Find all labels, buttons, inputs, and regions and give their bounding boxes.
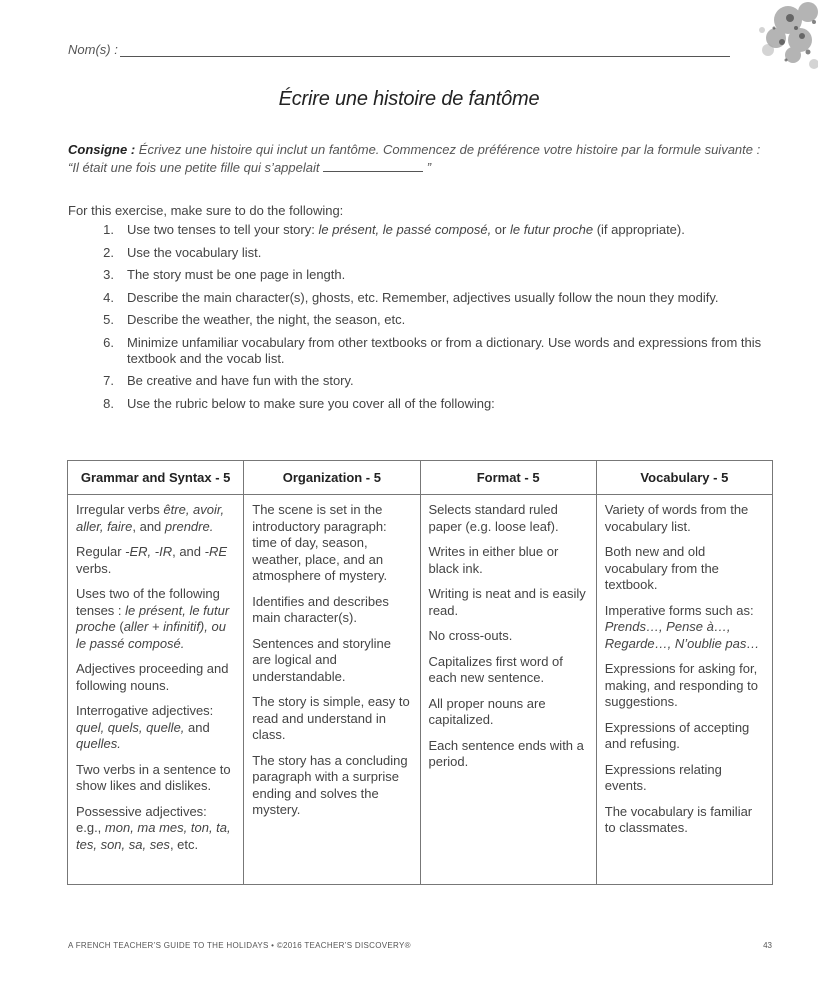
rubric-criterion: Each sentence ends with a period. <box>428 737 584 769</box>
rubric-criterion: Uses two of the following tenses : le présent, le futur proche (aller + infinitif), ou le passé composé. <box>76 586 230 651</box>
requirement-number: 1. <box>103 222 114 237</box>
rubric-criterion: Writes in either blue or black ink. <box>428 544 559 576</box>
rubric-criterion: Irregular verbs être, avoir, aller, faire, and prendre. <box>76 502 225 534</box>
footer-text: A FRENCH TEACHER’S GUIDE TO THE HOLIDAYS • ©2016 TEACHER’S DISCOVERY® <box>68 941 411 950</box>
rubric-criterion: Selects standard ruled paper (e.g. loose leaf). <box>428 502 559 534</box>
name-field[interactable] <box>68 42 730 57</box>
requirement-number: 8. <box>103 395 114 411</box>
rubric-criterion: The scene is set in the introductory paragraph: time of day, season, weather, place, and an atmosphere of mystery. <box>252 502 388 583</box>
requirement-text: Use two tenses to tell your story: le présent, le passé composé, or le futur proche (if appropriate). <box>127 222 685 237</box>
requirement-item <box>68 312 768 328</box>
rubric-criterion: Writing is neat and is easily read. <box>428 586 586 618</box>
requirement-text: Be creative and have fun with the story. <box>127 373 354 388</box>
rubric-cell-vocabulary <box>596 495 772 885</box>
rubric-criterion: The story is simple, easy to read and understand in class. <box>252 694 410 742</box>
rubric-cell-organization <box>244 495 420 885</box>
requirement-item <box>68 245 768 261</box>
rubric-header-row <box>68 461 773 495</box>
rubric-criterion: Regular -ER, -IR, and -RE verbs. <box>76 544 228 576</box>
requirement-text: The story must be one page in length. <box>127 267 346 282</box>
requirement-item <box>68 396 768 412</box>
rubric-criterion: No cross-outs. <box>428 628 513 643</box>
requirement-number: 7. <box>103 373 114 388</box>
requirement-item <box>68 222 768 238</box>
rubric-table <box>67 460 773 885</box>
requirement-item <box>68 373 768 389</box>
rubric-criterion: Identifies and describes main character(s). <box>252 593 389 625</box>
rubric-criterion: Possessive adjectives: e.g., mon, ma mes, ton, ta, tes, son, sa, ses, etc. <box>76 803 231 852</box>
requirement-number: 4. <box>103 289 114 305</box>
rubric-cell-format <box>420 495 596 885</box>
rubric-cell-grammar <box>68 495 244 885</box>
requirements-list <box>68 222 768 418</box>
rubric-criterion: Interrogative adjectives: quel, quels, quelle, and quelles. <box>76 703 214 751</box>
requirement-number: 3. <box>103 267 114 282</box>
quote-blank <box>323 159 423 172</box>
consigne-text: Écrivez une histoire qui inclut un fantôme. Commencez de préférence votre histoire par la formule suivante : <box>138 142 761 157</box>
rubric-body-row <box>68 495 773 885</box>
requirement-number: 2. <box>103 244 114 260</box>
rubric-criterion: The story has a concluding paragraph with a surprise ending and solves the mystery. <box>252 752 408 817</box>
rubric-criterion: Adjectives proceeding and following nouns. <box>76 661 229 693</box>
rubric-criterion: All proper nouns are capitalized. <box>428 695 546 727</box>
requirement-number: 6. <box>103 334 114 350</box>
ink-splatter-decoration <box>738 0 818 80</box>
requirement-text: Describe the main character(s), ghosts, etc. Remember, adjectives usually follow the noun they modify. <box>127 289 719 305</box>
rubric-criterion: Sentences and storyline are logical and understandable. <box>252 635 392 684</box>
requirement-item <box>68 290 768 306</box>
requirement-text: Describe the weather, the night, the season, etc. <box>127 312 406 327</box>
rubric-criterion: Imperative forms such as: Prends…, Pense à…, Regarde…, N’oublie pas… <box>604 602 760 651</box>
rubric-criterion: Two verbs in a sentence to show likes and dislikes. <box>76 761 231 793</box>
page-number: 43 <box>763 941 772 950</box>
rubric-criterion: The vocabulary is familiar to classmates. <box>604 803 753 835</box>
rubric-criterion: Expressions for asking for, making, and responding to suggestions. <box>604 661 758 709</box>
requirement-text: Minimize unfamiliar vocabulary from other textbooks or from a dictionary. Use words and expressions from this textbook and the vocab list. <box>127 334 762 366</box>
rubric-criterion: Expressions relating events. <box>604 761 722 793</box>
name-label: Nom(s) : <box>68 42 118 57</box>
consigne-quote: “Il était une fois une petite fille qui s’appelait <box>68 160 320 175</box>
page-title: Écrire une histoire de fantôme <box>278 88 540 110</box>
rubric-header-grammar: Grammar and Syntax - 5 <box>68 461 244 495</box>
consigne-quote-end: ” <box>423 160 432 175</box>
rubric-criterion: Expressions of accepting and refusing. <box>604 719 750 751</box>
instructions-intro: For this exercise, make sure to do the following: <box>68 203 344 218</box>
rubric-criterion: Both new and old vocabulary from the textbook. <box>604 544 719 592</box>
rubric-criterion: Capitalizes first word of each new sentence. <box>428 653 563 685</box>
rubric-header-organization: Organization - 5 <box>244 461 420 495</box>
requirement-text: Use the rubric below to make sure you cover all of the following: <box>127 395 495 411</box>
rubric-header-format: Format - 5 <box>420 461 596 495</box>
requirement-number: 5. <box>103 312 114 327</box>
consigne-block <box>68 141 778 177</box>
requirement-text: Use the vocabulary list. <box>127 244 262 260</box>
rubric-criterion: Variety of words from the vocabulary list. <box>604 502 749 534</box>
requirement-item <box>68 335 768 367</box>
name-blank-line[interactable] <box>120 42 730 57</box>
requirement-item <box>68 267 768 283</box>
rubric-header-vocabulary: Vocabulary - 5 <box>596 461 772 495</box>
consigne-label: Consigne : <box>68 142 136 157</box>
